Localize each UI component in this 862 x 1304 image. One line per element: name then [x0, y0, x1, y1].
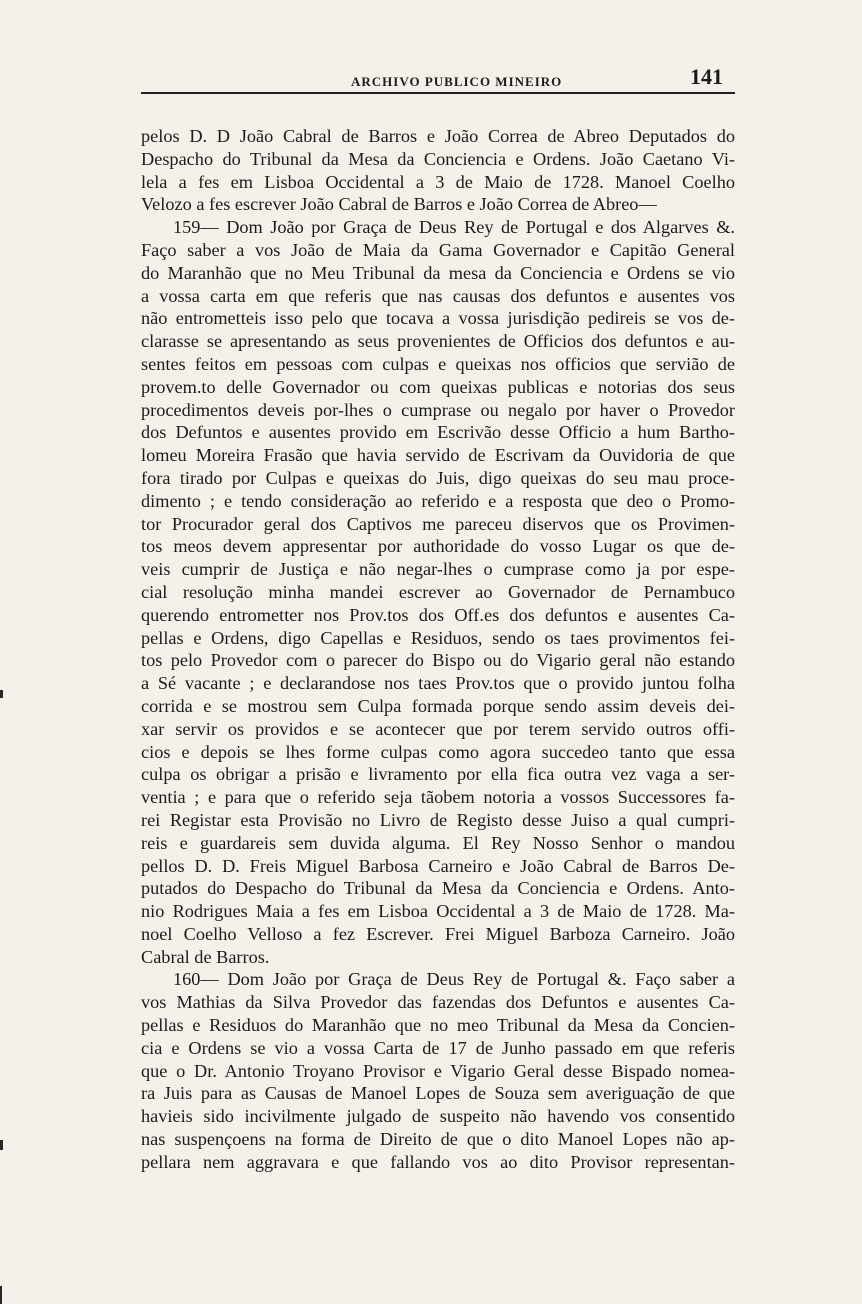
text-line: noel Coelho Velloso a fez Escrever. Frei Miguel Barboza Carneiro. João — [141, 923, 735, 944]
text-line: tor Procurador geral dos Captivos me pareceu diservos que os Provimen- — [141, 513, 735, 534]
text-line: pelos D. D João Cabral de Barros e João Correa de Abreo Deputados do — [141, 126, 735, 146]
text-line: dimento ; e tendo consideração ao referido e a resposta que deo o Promo- — [141, 490, 735, 511]
text-line: pellas e Ordens, digo Capellas e Residuos, sendo os taes provimentos fei- — [141, 627, 735, 648]
text-line: cial resolução minha mandei escrever ao Governador de Pernambuco — [141, 581, 735, 602]
text-line: Despacho do Tribunal da Mesa da Conciencia e Ordens. João Caetano Vi- — [141, 148, 735, 169]
text-line: tos meos devem appresentar por authoridade do vosso Lugar os que de- — [141, 536, 735, 557]
text-line: nio Rodrigues Maia a fes em Lisboa Occidental a 3 de Maio de 1728. Ma- — [141, 901, 735, 922]
text-line: tos pelo Provedor com o parecer do Bispo ou do Vigario geral não estando — [141, 650, 735, 671]
text-line: pellas e Residuos do Maranhão que no meo Tribunal da Mesa da Concien- — [141, 1015, 735, 1036]
text-line: clarasse se apresentando as seus provenientes de Officios dos defuntos e au- — [141, 331, 735, 352]
text-line: cia e Ordens se vio a vossa Carta de 17 de Junho passado em que referis — [141, 1037, 735, 1058]
text-line: putados do Despacho do Tribunal da Mesa da Conciencia e Ordens. Anto- — [141, 878, 735, 899]
text-line: ventia ; e para que o referido seja tãobem notoria a vossos Successores fa- — [141, 787, 735, 808]
text-line: xar servir os providos e se acontecer que por terem servido outros offi- — [141, 718, 735, 739]
text-line: vos Mathias da Silva Provedor das fazendas dos Defuntos e ausentes Ca- — [141, 992, 735, 1013]
text-line: veis cumprir de Justiça e não negar-lhes o cumprase como ja por espe- — [141, 559, 735, 580]
text-line: nas suspençoens na forma de Direito de que o dito Manoel Lopes não ap- — [141, 1129, 735, 1150]
text-line: havieis sido incivilmente julgado de suspeito não havendo vos consentido — [141, 1106, 735, 1127]
text-line: não entrometteis isso pelo que tocava a vossa jurisdição pedireis se vos de- — [141, 308, 735, 329]
text-line: cios e depois se lhes forme culpas como agora succedeo tanto que essa — [141, 741, 735, 762]
page-number: 141 — [690, 64, 723, 89]
text-line: lela a fes em Lisboa Occidental a 3 de Maio de 1728. Manoel Coelho — [141, 171, 735, 192]
text-line: querendo entrometter nos Prov.tos dos Off.es dos defuntos e ausentes Ca- — [141, 604, 735, 625]
text-line: do Maranhão que no Meu Tribunal da mesa da Conciencia e Ordens se vio — [141, 262, 735, 283]
text-line: Velozo a fes escrever João Cabral de Barros e João Correa de Abreo— — [141, 194, 657, 215]
text-line: pellos D. D. Freis Miguel Barbosa Carneiro e João Cabral de Barros De- — [141, 855, 735, 876]
text-line: reis e guardareis sem duvida alguma. El Rey Nosso Senhor o mandou — [141, 832, 735, 853]
text-line: culpa os obrigar a prisão e livramento por ella fica outra vez vaga a ser- — [141, 764, 735, 785]
body-text — [141, 125, 735, 1174]
text-line: Cabral de Barros. — [141, 946, 270, 967]
text-line: provem.to delle Governador ou com queixas publicas e notorias dos seus — [141, 376, 735, 397]
text-line: a Sé vacante ; e declarandose nos taes Prov.tos que o provido juntou folha — [141, 673, 735, 694]
text-line: rei Registar esta Provisão no Livro de Registo desse Juiso a qual cumpri- — [141, 809, 735, 830]
running-title: ARCHIVO PUBLICO MINEIRO — [351, 74, 563, 89]
scan-edge-mark — [0, 690, 3, 698]
text-line: dos Defuntos e ausentes provido em Escrivão desse Officio a hum Bartho- — [141, 422, 735, 443]
text-line: a vossa carta em que referis que nas causas dos defuntos e ausentes vos — [141, 285, 735, 306]
text-line: procedimentos deveis por-lhes o cumprase ou negalo por haver o Provedor — [141, 399, 735, 420]
scan-edge-mark — [0, 1140, 3, 1150]
scan-edge-mark — [0, 1286, 2, 1304]
running-header — [141, 64, 735, 94]
entry-160-first-line: 160— Dom João por Graça de Deus Rey de Portugal &. Faço saber a — [173, 969, 735, 990]
text-line: lomeu Moreira Frasão que havia servido de Escrivam da Ouvidoria de que — [141, 445, 735, 466]
text-line: sentes feitos em pessoas com culpas e queixas nos officios que servião de — [141, 353, 735, 374]
text-line: fora tirado por Culpas e queixas do Juis, digo queixas do seu mau proce- — [141, 467, 735, 488]
text-line: Faço saber a vos João de Maia da Gama Governador e Capitão General — [141, 239, 735, 260]
text-line: pellara nem aggravara e que fallando vos ao dito Provisor representan- — [141, 1151, 735, 1172]
text-line: corrida e se mostrou sem Culpa formada porque sendo assim deveis dei- — [141, 695, 735, 716]
entry-159-first-line: 159— Dom João por Graça de Deus Rey de Portugal e dos Algarves &. — [173, 217, 735, 238]
text-line: que o Dr. Antonio Troyano Provisor e Vigario Geral desse Bispado nomea- — [141, 1060, 735, 1081]
text-line: ra Juis para as Causas de Manoel Lopes de Souza sem averiguação de que — [141, 1083, 735, 1104]
